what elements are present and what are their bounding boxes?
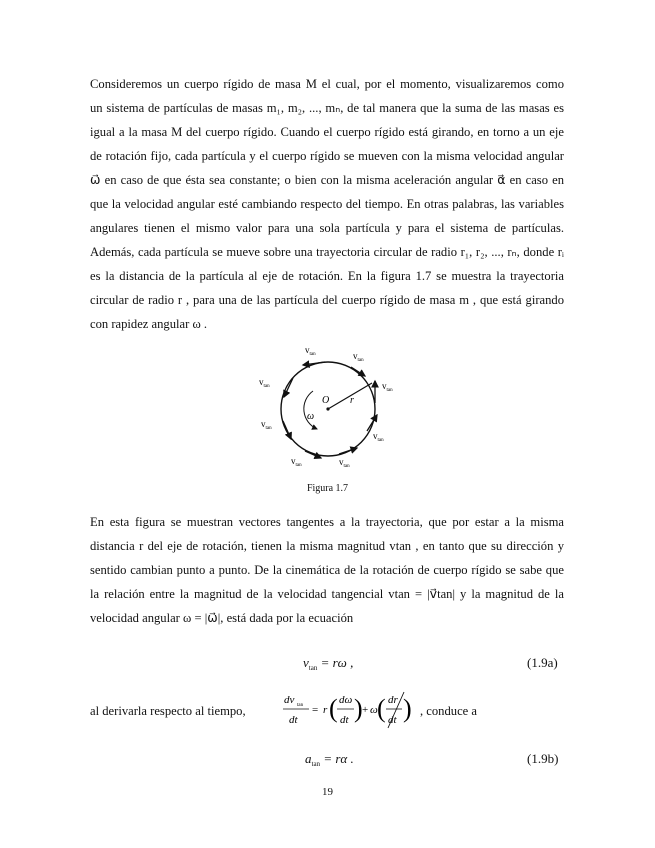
vtan-label: $v_{tan}$ (259, 377, 270, 389)
text-line: con rapidez angular ω . (90, 317, 208, 331)
figure-caption: Figura 1.7 (306, 483, 349, 494)
equation-1-9a: $v_{tan} = r\omega$ , (303, 655, 354, 672)
omega-arc (304, 391, 317, 429)
svg-text:dω: dω (339, 694, 353, 706)
text-line: circular de radio r , para una de las partícula del cuerpo rígido de masa m , que está girando (90, 293, 564, 307)
tangent-vector (284, 378, 293, 397)
page-number: 19 (322, 786, 333, 798)
tangent-vector (367, 415, 377, 431)
derivative-equation (282, 688, 422, 732)
vtan-label: $v_{tan}$ (305, 345, 316, 357)
figure-1-7 (255, 343, 405, 473)
svg-text:dt: dt (388, 714, 397, 726)
tangent-vector (283, 421, 291, 439)
svg-text:): ) (354, 694, 363, 723)
paragraph-1 (90, 72, 564, 336)
center-label: O (322, 395, 330, 406)
text-line: sentido cambian punto a punto. De la cinemática de la rotación de cuerpo rígido se sabe que (90, 563, 564, 577)
svg-text:dr: dr (388, 694, 398, 706)
svg-text:r: r (323, 704, 328, 716)
vtan-label: $v_{tan}$ (339, 457, 350, 469)
svg-text:=: = (312, 704, 319, 716)
vtan-label: $v_{tan}$ (353, 351, 364, 363)
text-line: un sistema de partículas de masas m₁, m₂, ..., mₙ, de tal manera que la suma de las masas es (90, 101, 564, 115)
text-line: En esta figura se muestran vectores tangentes a la trayectoria, que por estar a la misma (90, 515, 564, 529)
svg-text:ω: ω (370, 704, 378, 716)
text-line: angulares tienen el mismo valor para una sola partícula y para el sistema de partículas. (90, 221, 564, 235)
text-line: la relación entre la magnitud de la velocidad tangencial vtan = |v⃗tan| y la magnitud de la (90, 587, 564, 601)
derivative-intro: al derivarla respecto al tiempo, (90, 704, 246, 718)
equation-1-9b: $a_{tan} = r\alpha$ . (305, 751, 354, 768)
vtan-label: $v_{tan}$ (373, 431, 384, 443)
svg-text:dt: dt (340, 714, 349, 726)
svg-text:(: ( (329, 694, 338, 723)
svg-text:dt: dt (289, 714, 298, 726)
text-line: igual a la masa M del cuerpo rígido. Cuando el cuerpo rígido está girando, en torno a un eje (90, 125, 564, 139)
tangent-vector (339, 448, 357, 454)
paragraph-2 (90, 510, 564, 630)
text-line: velocidad angular ω = |ω⃗|, está dada por la ecuación (90, 611, 354, 625)
svg-text:+: + (362, 704, 369, 716)
text-line: distancia r del eje de rotación, tienen la misma magnitud vtan , en tanto que su dirección y (90, 539, 564, 553)
vtan-label: $v_{tan}$ (382, 381, 393, 393)
text-line: Además, cada partícula se mueve sobre una trayectoria circular de radio r₁, r₂, ..., rₙ, donde rᵢ (90, 245, 564, 259)
omega-label: ω (307, 411, 315, 422)
tangent-vector (351, 367, 365, 376)
svg-text:): ) (403, 694, 412, 723)
svg-text:dv: dv (284, 694, 295, 706)
radius-label: r (350, 395, 354, 406)
text-line: que la velocidad angular esté cambiando respecto del tiempo. En otras palabras, las variables (90, 197, 564, 211)
derivative-tail: , conduce a (420, 704, 477, 718)
equation-number-b: (1.9b) (527, 751, 559, 766)
svg-text:(: ( (377, 694, 386, 723)
equation-number-a: (1.9a) (527, 655, 558, 670)
text-line: de rotación fijo, cada partícula y el cuerpo rígido se mueven con la misma velocidad angular (90, 149, 564, 163)
text-line: Consideremos un cuerpo rígido de masa M el cual, por el momento, visualizaremos como (90, 77, 564, 91)
text-line: es la distancia de la partícula al eje de rotación. En la figura 1.7 se muestra la trayectoria (90, 269, 564, 283)
svg-text:tan: tan (297, 703, 304, 708)
vtan-label: $v_{tan}$ (261, 419, 272, 431)
vtan-label: $v_{tan}$ (291, 456, 302, 468)
text-line: ω⃗ en caso de que ésta sea constante; o bien con la misma aceleración angular α⃗ en caso en (90, 173, 564, 187)
